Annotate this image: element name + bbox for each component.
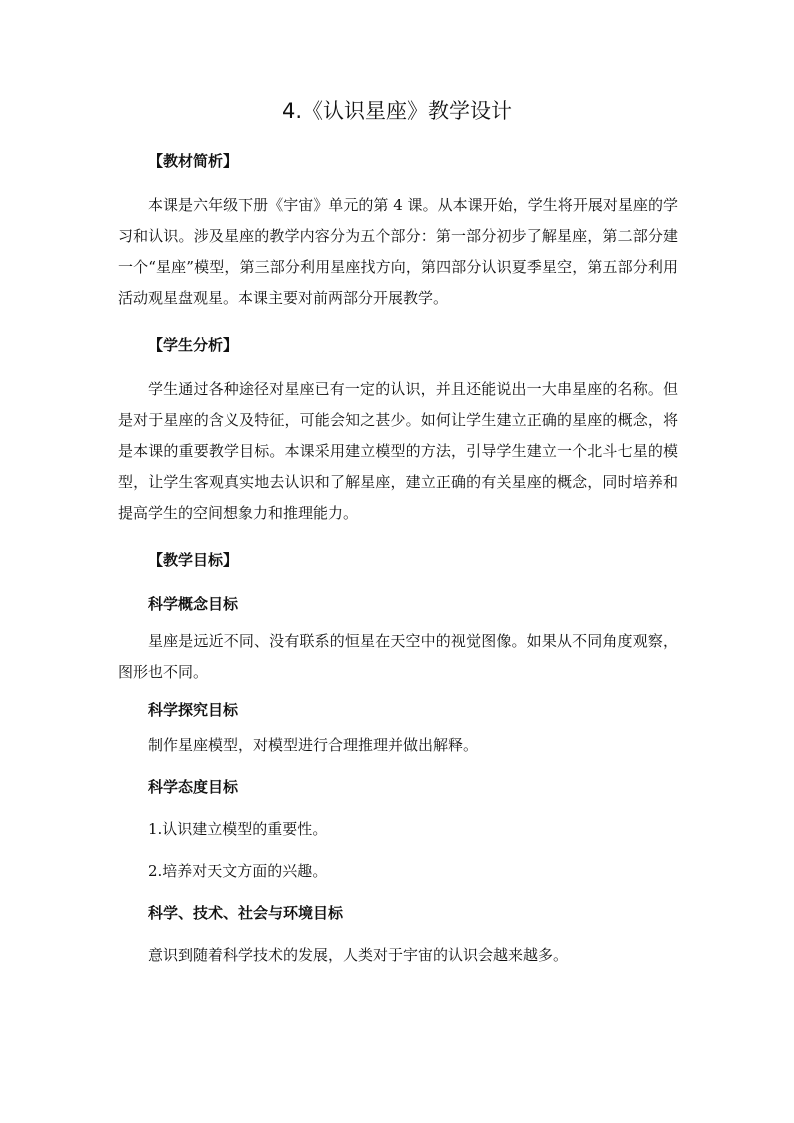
paragraph-textbook-analysis: 本课是六年级下册《宇宙》单元的第 4 课。从本课开始，学生将开展对星座的学习和认识。涉及星座的教学内容分为五个部分：第一部分初步了解星座，第二部分建一个“星座”模型，第三部分利用星座找方向，第四部分认识夏季星空，第五部分利用活动观星盘观星。本课主要对前两部分开展教学。 [118,196,678,307]
paragraph-inquiry-goal: 制作星座模型，对模型进行合理推理并做出解释。 [148,736,479,754]
section-heading-goals: 【教学目标】 [148,551,239,569]
subheading-inquiry-goal: 科学探究目标 [148,701,239,719]
paragraph-sts-goal: 意识到随着科学技术的发展，人类对于宇宙的认识会越来越多。 [148,946,569,964]
document-body [118,148,678,968]
document-title: 4.《认识星座》教学设计 [281,99,513,123]
paragraph-concept-goal: 星座是远近不同、没有联系的恒星在天空中的视觉图像。如果从不同角度观察，图形也不同。 [118,632,678,681]
subheading-sts-goal: 科学、技术、社会与环境目标 [148,904,344,922]
paragraph-student-analysis: 学生通过各种途径对星座已有一定的认识，并且还能说出一大串星座的名称。但是对于星座的含义及特征，可能会知之甚少。如何让学生建立正确的星座的概念，将是本课的重要教学目标。本课采用建立模型的方法，引导学生建立一个北斗七星的模型，让学生客观真实地去认识和了解星座，建立正确的有关星座的概念，同时培养和提高学生的空间想象力和推理能力。 [118,380,678,522]
list-item-attitude-2: 2.培养对天文方面的兴趣。 [148,862,328,880]
subheading-concept-goal: 科学概念目标 [148,595,239,613]
subheading-attitude-goal: 科学态度目标 [148,778,239,796]
list-item-attitude-1: 1.认识建立模型的重要性。 [148,820,328,838]
section-heading-students: 【学生分析】 [148,336,239,354]
section-heading-textbook: 【教材简析】 [148,152,239,170]
